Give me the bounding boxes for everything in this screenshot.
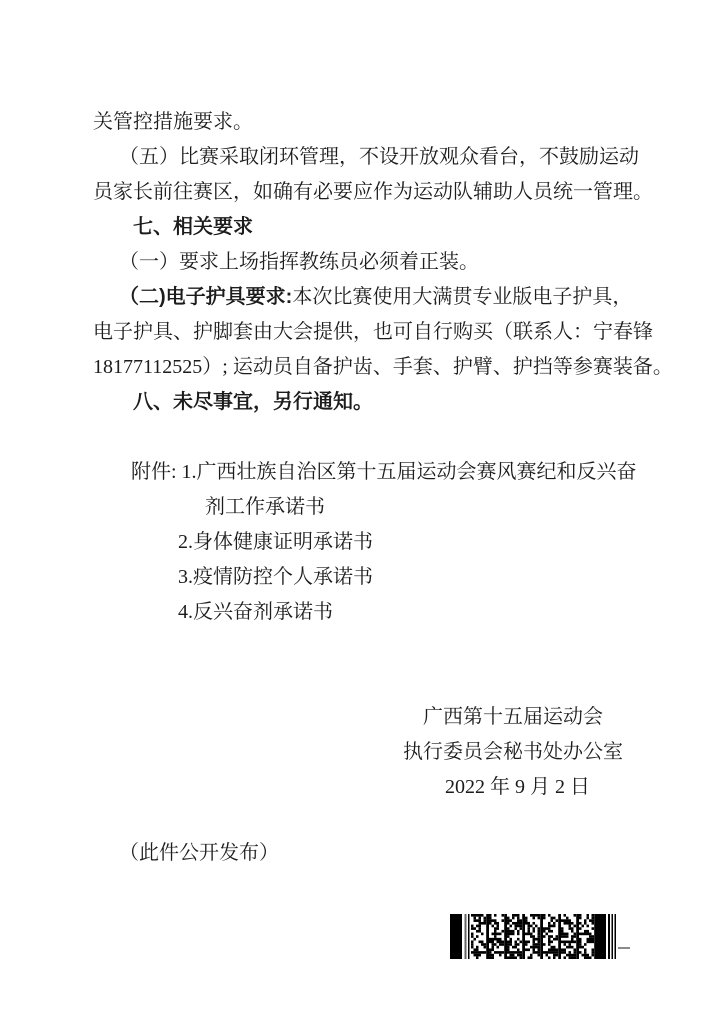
barcode-image — [450, 914, 618, 959]
attachment-label-line: 附件: 1.广西壮族自治区第十五届运动会赛风赛纪和反兴奋 — [131, 461, 637, 483]
body-line-text: 本次比赛使用大满贯专业版电子护具， — [292, 286, 633, 308]
body-line: 电子护具、护脚套由大会提供，也可自行购买（联系人：宁春锋 — [93, 321, 653, 343]
attachment-continuation: 剂工作承诺书 — [205, 496, 325, 518]
attachment-item: 4.反兴奋剂承诺书 — [178, 601, 333, 623]
attachment-item: 3.疫情防控个人承诺书 — [178, 566, 373, 588]
signature-org: 广西第十五届运动会 — [423, 706, 603, 728]
body-line — [93, 280, 638, 315]
body-line: （一）要求上场指挥教练员必须着正装。 — [119, 251, 479, 273]
section-heading: 八、未尽事宜，另行通知。 — [133, 391, 373, 413]
attachment-item: 2.身体健康证明承诺书 — [178, 531, 373, 553]
publish-note: （此件公开发布） — [119, 842, 279, 864]
body-line: 18177112525）; 运动员自备护齿、手套、护臂、护挡等参赛装备。 — [93, 356, 673, 378]
body-line: 员家长前往赛区，如确有必要应作为运动队辅助人员统一管理。 — [93, 181, 653, 203]
body-line: 关管控措施要求。 — [93, 111, 253, 133]
inline-bold-label: （二)电子护具要求: — [119, 286, 293, 308]
signature-date: 2022 年 9 月 2 日 — [445, 776, 590, 798]
body-line: （五）比赛采取闭环管理，不设开放观众看台，不鼓励运动 — [119, 146, 639, 168]
barcode-tick-line — [618, 947, 630, 949]
section-heading: 七、相关要求 — [133, 216, 253, 238]
signature-office: 执行委员会秘书处办公室 — [403, 741, 623, 763]
